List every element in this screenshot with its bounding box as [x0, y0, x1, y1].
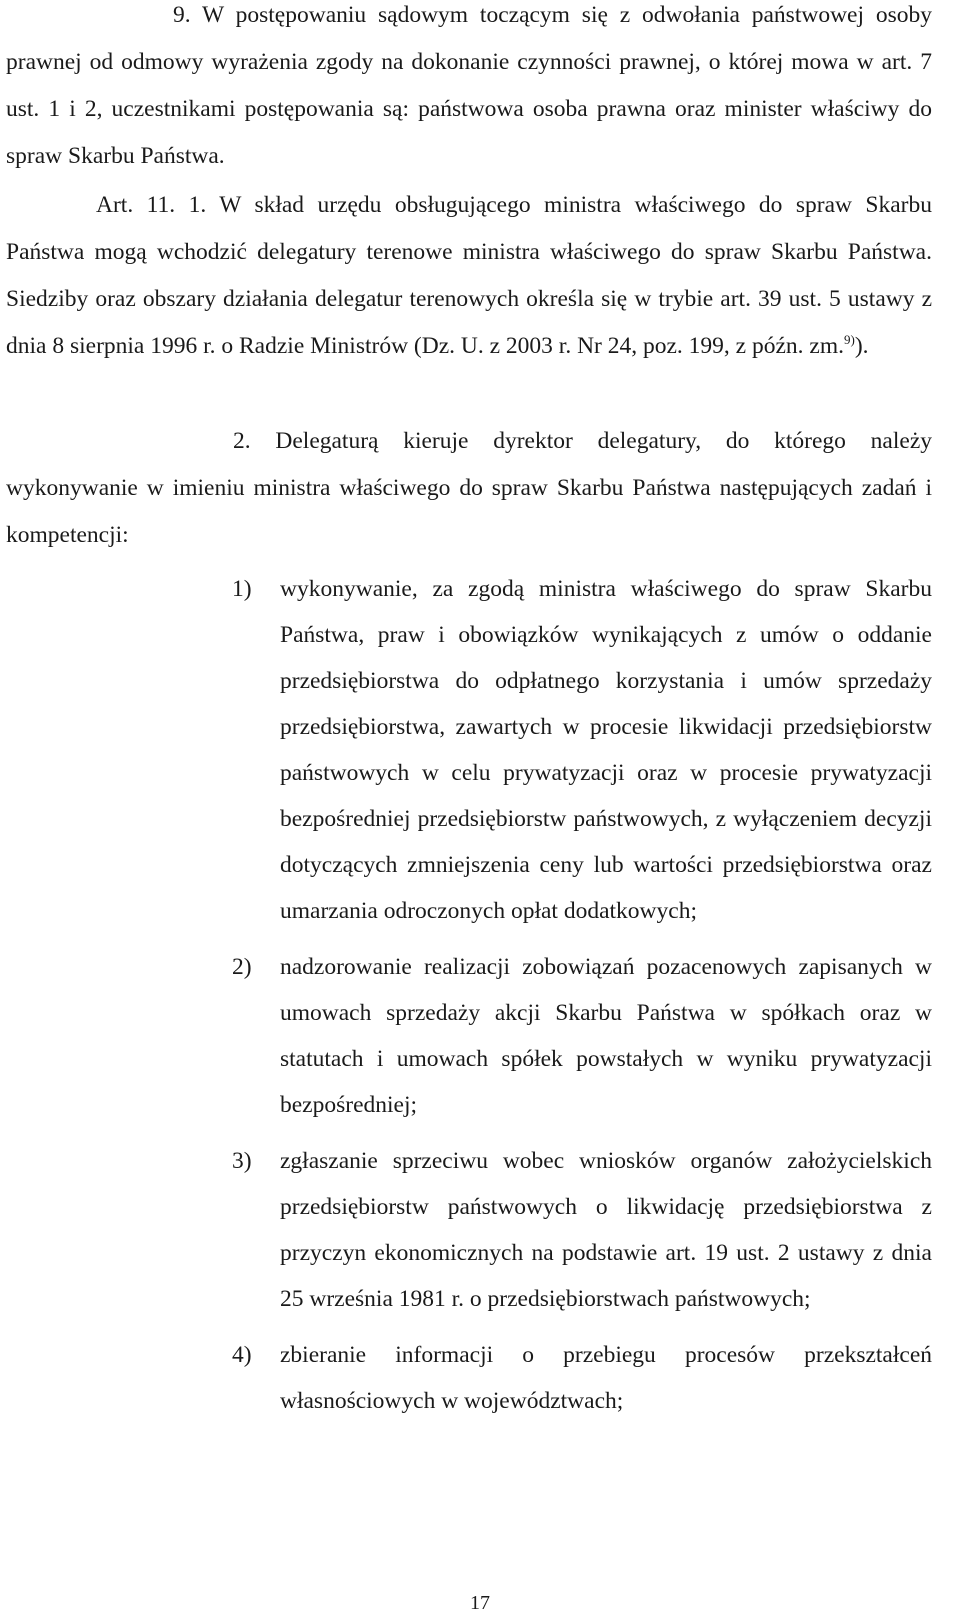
page-number: 17 — [470, 1592, 490, 1614]
list-item-text: nadzorowanie realizacji zobowiązań pozacenowych zapisanych w umowach sprzedaży akcji Skarbu Państwa w spółkach oraz w statutach i umowach spółek powstałych w wyniku prywatyzacji bezpośredniej; — [280, 954, 932, 1118]
list-item-number: 3) — [232, 1148, 252, 1174]
list-item-number: 2) — [232, 954, 252, 980]
list-item-text: zbieranie informacji o przebiegu procesów przekształceń własnościowych w województwach; — [280, 1342, 932, 1414]
list-item-text: wykonywanie, za zgodą ministra właściwego do spraw Skarbu Państwa, praw i obowiązków wynikających z umów o oddanie przedsiębiorstwa do odpłatnego korzystania i umów sprzedaży przedsiębiorstwa, zawartych w procesie likwidacji przedsiębiorstw państwowych w celu prywatyzacji oraz w procesie prywatyzacji bezpośredniej przedsiębiorstw państwowych, z wyłączeniem decyzji dotyczących zmniejszenia ceny lub wartości przedsiębiorstwa oraz umarzania odroczonych opłat dodatkowych; — [280, 576, 932, 924]
article-11-section-1-text: Art. 11. 1. W skład urzędu obsługującego ministra właściwego do spraw Skarbu Państwa mogą wchodzić delegatury terenowe ministra właściwego do spraw Skarbu Państwa. Siedziby oraz obszary działania delegatur terenowych określa się w trybie art. 39 ust. 5 ustawy z dnia 8 sierpnia 1996 r. o Radzie Ministrów (Dz. U. z 2003 r. Nr 24, poz. 199, z późn. zm. — [6, 192, 932, 359]
article-11-section-1-end: ). — [854, 333, 869, 359]
list-item — [232, 1138, 932, 1322]
list-item-text: zgłaszanie sprzeciwu wobec wniosków organów założycielskich przedsiębiorstw państwowych o likwidację przedsiębiorstwa z przyczyn ekonomicznych na podstawie art. 19 ust. 2 ustawy z dnia 25 września 1981 r. o przedsiębiorstwach państwowych; — [280, 1148, 932, 1312]
article-11-section-2 — [6, 418, 932, 559]
article-11-section-1 — [6, 182, 932, 370]
competence-list — [232, 566, 932, 1424]
footnote-reference: 9) — [844, 332, 855, 348]
list-item — [232, 944, 932, 1128]
list-item — [232, 1332, 932, 1424]
list-item — [232, 566, 932, 934]
paragraph-9 — [6, 0, 932, 180]
list-item-number: 4) — [232, 1342, 252, 1368]
list-item-number: 1) — [232, 576, 252, 602]
article-11-section-2-text: 2. Delegaturą kieruje dyrektor delegatury, do którego należy wykonywanie w imieniu ministra właściwego do spraw Skarbu Państwa następujących zadań i kompetencji: — [6, 428, 932, 548]
paragraph-9-text: 9. W postępowaniu sądowym toczącym się z odwołania państwowej osoby prawnej od odmowy wyrażenia zgody na dokonanie czynności prawnej, o której mowa w art. 7 ust. 1 i 2, uczestnikami postępowania są: państwowa osoba prawna oraz minister właściwy do spraw Skarbu Państwa. — [6, 2, 932, 169]
